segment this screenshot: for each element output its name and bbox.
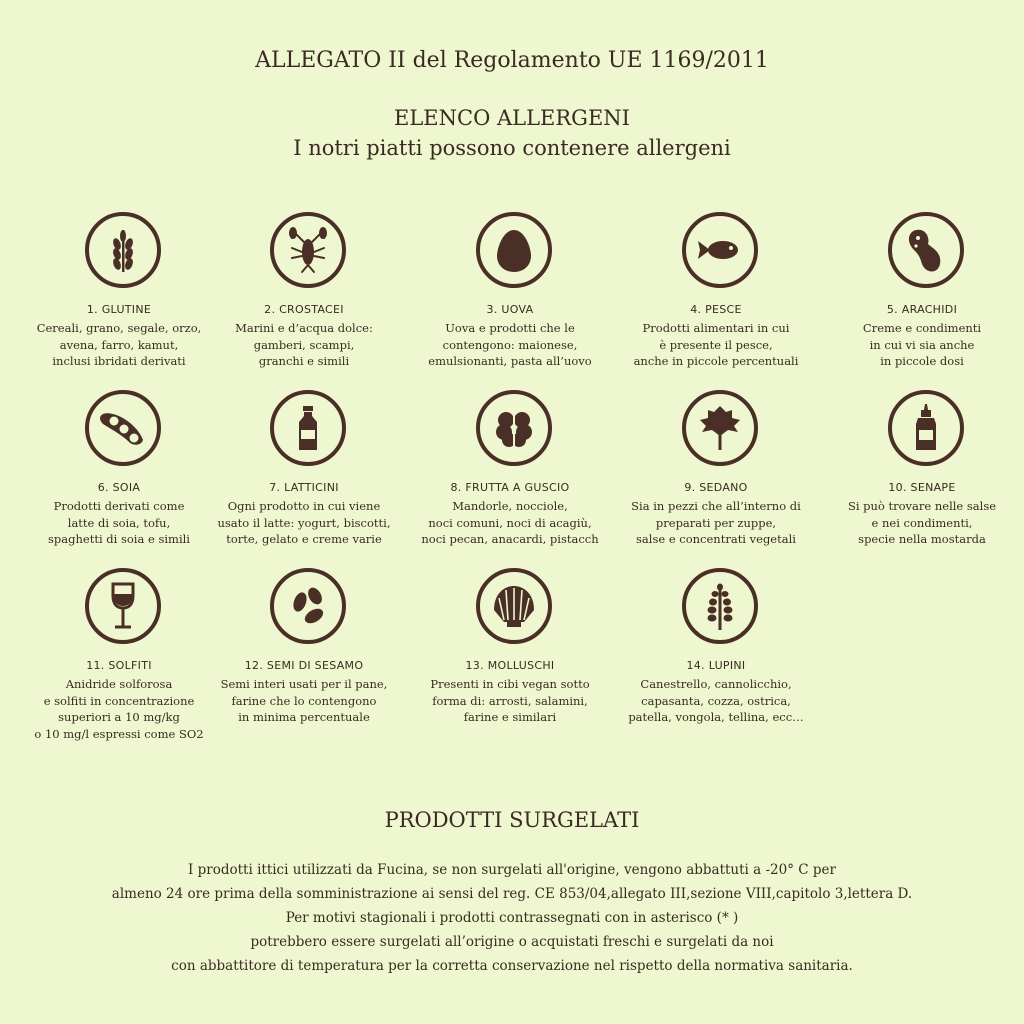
allergen-name: 10. SENAPE: [888, 481, 956, 494]
allergen-name: 12. SEMI DI SESAMO: [244, 659, 364, 672]
allergen-description: Semi interi usati per il pane, farine che lo contengono in minima percentuale: [220, 677, 388, 724]
allergen-description: Creme e condimenti in cui vi sia anche in piccole dosi: [862, 321, 982, 368]
sesame-seeds-icon: [270, 568, 346, 644]
shell-icon: [476, 568, 552, 644]
celery-icon: [682, 390, 758, 466]
allergen-description: Cereali, grano, segale, orzo, avena, farro, kamut, inclusi ibridati derivati: [36, 321, 202, 368]
allergen-description: Si può trovare nelle salse e nei condimenti, specie nella mostarda: [847, 499, 997, 546]
allergen-description: Prodotti alimentari in cui è presente il pesce, anche in piccole percentuali: [633, 321, 799, 368]
allergen-name: 3. UOVA: [486, 303, 534, 316]
allergen-description: Mandorle, nocciole, noci comuni, noci di acagiù, noci pecan, anacardi, pistacch: [421, 499, 599, 546]
allergen-name: 14. LUPINI: [686, 659, 746, 672]
allergen-name: 13. MOLLUSCHI: [465, 659, 555, 672]
wheat-icon: [85, 212, 161, 288]
allergen-description: Anidride solforosa e solfiti in concentrazione superiori a 10 mg/kg o 10 mg/l espressi come SO2: [34, 677, 204, 741]
allergen-name: 6. SOIA: [97, 481, 141, 494]
frozen-products-title: PRODOTTI SURGELATI: [384, 808, 640, 832]
allergen-description: Prodotti derivati come latte di soia, tofu, spaghetti di soia e simili: [48, 499, 190, 546]
soy-pod-icon: [85, 390, 161, 466]
allergen-name: 5. ARACHIDI: [886, 303, 958, 316]
allergen-description: Canestrello, cannolicchio, capasanta, cozza, ostrica, patella, vongola, tellina, ecc…: [628, 677, 804, 724]
allergen-name: 7. LATTICINI: [269, 481, 339, 494]
allergen-name: 9. SEDANO: [684, 481, 748, 494]
allergen-name: 2. CROSTACEI: [264, 303, 344, 316]
fish-icon: [682, 212, 758, 288]
wine-glass-icon: [85, 568, 161, 644]
frozen-products-text: I prodotti ittici utilizzati da Fucina, se non surgelati all'origine, vengono abbattuti a -20° C per almeno 24 ore prima della somministrazione ai sensi del reg. CE 853/04,allegato III,sezione VIII,capitolo 3,lettera D. Per motivi stagionali i prodotti contrassegnati con in asterisco (* ) potrebbero essere surgelati all’origine o acquistati freschi e surgelati da noi con abbattitore di temperatura per la corretta conservazione nel rispetto della normativa sanitaria.: [111, 862, 913, 974]
allergen-name: 11. SOLFITI: [86, 659, 152, 672]
allergen-description: Uova e prodotti che le contengono: maionese, emulsionanti, pasta all’uovo: [428, 321, 592, 368]
allergen-description: Sia in pezzi che all’interno di preparati per zuppe, salse e concentrati vegetali: [631, 499, 801, 546]
walnut-icon: [476, 390, 552, 466]
allergen-subtitle: I notri piatti possono contenere allergeni: [293, 136, 731, 160]
mustard-bottle-icon: [888, 390, 964, 466]
allergen-description: Presenti in cibi vegan sotto forma di: arrosti, salamini, farine e similari: [430, 677, 590, 724]
lupin-icon: [682, 568, 758, 644]
allergen-description: Marini e d’acqua dolce: gamberi, scampi, granchi e simili: [235, 321, 373, 368]
egg-icon: [476, 212, 552, 288]
allergen-name: 1. GLUTINE: [86, 303, 152, 316]
allergen-list-title: ELENCO ALLERGENI: [394, 106, 630, 130]
allergen-name: 4. PESCE: [690, 303, 742, 316]
peanut-icon: [888, 212, 964, 288]
allergen-description: Ogni prodotto in cui viene usato il latte: yogurt, biscotti, torte, gelato e creme varie: [217, 499, 391, 546]
lobster-icon: [270, 212, 346, 288]
allergen-name: 8. FRUTTA A GUSCIO: [450, 481, 570, 494]
milk-bottle-icon: [270, 390, 346, 466]
regulation-title: ALLEGATO II del Regolamento UE 1169/2011: [255, 48, 769, 73]
